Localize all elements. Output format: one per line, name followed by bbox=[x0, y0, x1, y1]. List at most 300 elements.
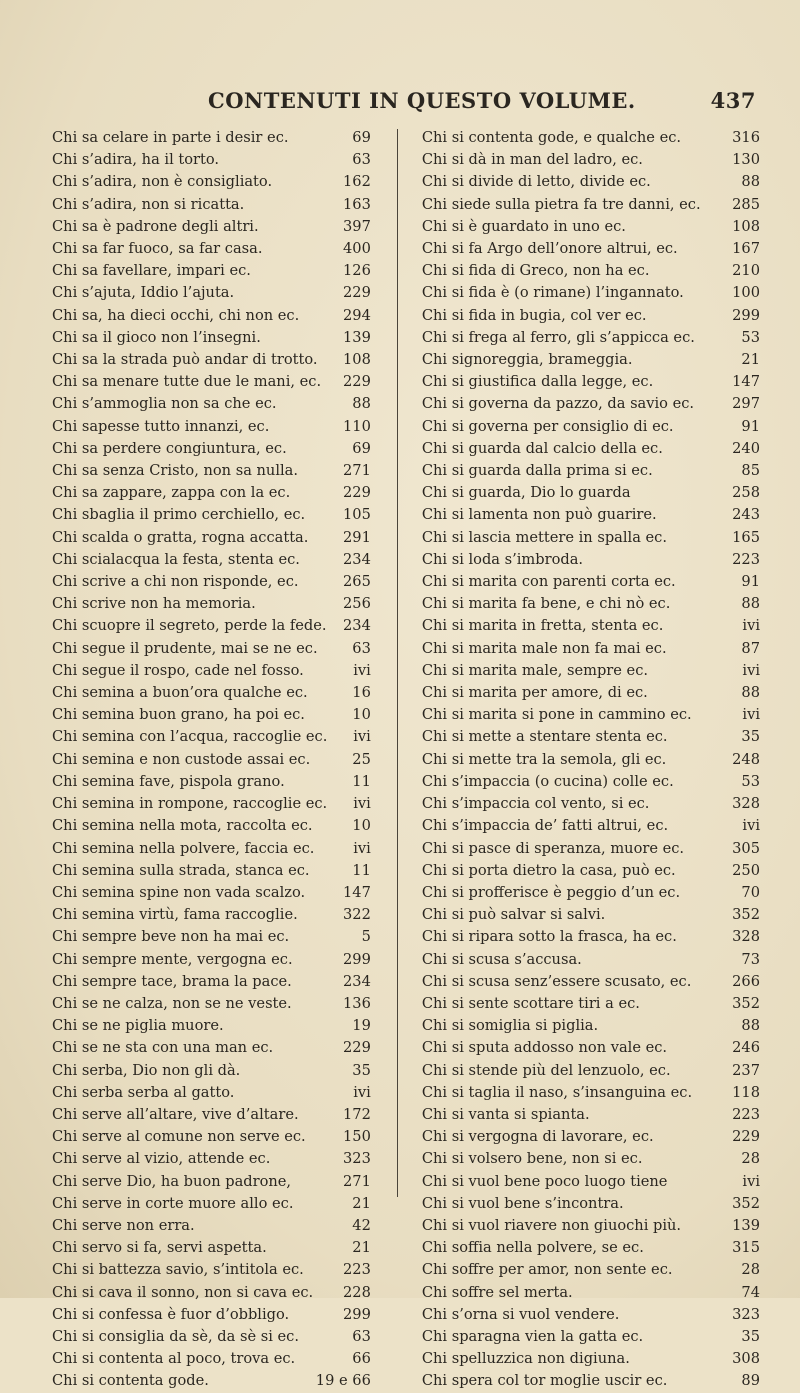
entry-text: Chi si somiglia si piglia. bbox=[421, 1017, 599, 1035]
entry-text: Chi sa zappare, zappa con la ec. bbox=[52, 484, 291, 502]
index-entry bbox=[422, 460, 760, 482]
index-entry bbox=[422, 1304, 760, 1326]
entry-page-ref: 63 bbox=[352, 1327, 371, 1345]
entry-page-ref: ivi bbox=[742, 617, 760, 635]
index-entry bbox=[52, 393, 371, 415]
index-entry bbox=[422, 660, 760, 682]
index-entry bbox=[52, 305, 371, 327]
entry-text: Chi sapesse tutto innanzi, ec. bbox=[52, 417, 270, 435]
entry-page-ref: 397 bbox=[343, 217, 371, 235]
entry-page-ref: 16 bbox=[352, 684, 371, 702]
entry-page-ref: 63 bbox=[352, 151, 371, 169]
entry-page-ref: 305 bbox=[732, 839, 760, 857]
entry-text: Chi si governa da pazzo, da savio ec. bbox=[421, 395, 695, 413]
running-title: CONTENUTI IN QUESTO VOLUME. bbox=[208, 88, 636, 113]
index-entry bbox=[422, 926, 760, 948]
index-entry bbox=[52, 660, 371, 682]
entry-text: Chi s’ammoglia non sa che ec. bbox=[52, 395, 277, 413]
entry-page-ref: 25 bbox=[352, 750, 371, 768]
entry-page-ref: 21 bbox=[352, 1239, 371, 1257]
index-entry bbox=[52, 638, 371, 660]
entry-text: Chi si volsero bene, non si ec. bbox=[421, 1150, 643, 1168]
entry-text: Chi sa favellare, impari ec. bbox=[52, 262, 251, 280]
entry-page-ref: 271 bbox=[343, 462, 371, 480]
entry-page-ref: 88 bbox=[741, 173, 760, 191]
entry-text: Chi si ripara sotto la frasca, ha ec. bbox=[421, 928, 677, 946]
entry-text: Chi serve in corte muore allo ec. bbox=[52, 1194, 294, 1212]
index-entry bbox=[422, 549, 760, 571]
entry-text: Chi si stende più del lenzuolo, ec. bbox=[421, 1061, 671, 1079]
index-entry bbox=[422, 904, 760, 926]
entry-text: Chi si lascia mettere in spalla ec. bbox=[421, 528, 667, 546]
entry-page-ref: 11 bbox=[352, 772, 371, 790]
index-entry bbox=[422, 1171, 760, 1193]
entry-page-ref: 248 bbox=[732, 750, 760, 768]
entry-text: Chi si marita si pone in cammino ec. bbox=[421, 706, 692, 724]
entry-text: Chi si dà in man del ladro, ec. bbox=[421, 151, 643, 169]
entry-text: Chi sa far fuoco, sa far casa. bbox=[52, 240, 263, 258]
index-entry bbox=[52, 1126, 371, 1148]
entry-page-ref: 229 bbox=[343, 284, 371, 302]
index-entry bbox=[422, 815, 760, 837]
index-entry bbox=[52, 1060, 371, 1082]
index-entry bbox=[422, 949, 760, 971]
index-entry bbox=[422, 527, 760, 549]
entry-text: Chi servo si fa, servi aspetta. bbox=[52, 1239, 267, 1257]
entry-page-ref: 258 bbox=[732, 484, 760, 502]
entry-text: Chi si scusa senz’essere scusato, ec. bbox=[421, 972, 692, 990]
entry-text: Chi si vuol bene s’incontra. bbox=[421, 1194, 624, 1212]
index-entry bbox=[52, 1326, 371, 1348]
entry-page-ref: 70 bbox=[741, 883, 760, 901]
entry-text: Chi si fida è (o rimane) l’ingannato. bbox=[421, 284, 684, 302]
entry-text: Chi s’orna si vuol vendere. bbox=[421, 1305, 620, 1323]
entry-text: Chi si vergogna di lavorare, ec. bbox=[421, 1128, 654, 1146]
entry-text: Chi si governa per consiglio di ec. bbox=[421, 417, 674, 435]
index-entry bbox=[52, 282, 371, 304]
entry-page-ref: 271 bbox=[343, 1172, 371, 1190]
entry-page-ref: 35 bbox=[741, 1327, 760, 1345]
entry-page-ref: 328 bbox=[732, 795, 760, 813]
index-entry bbox=[422, 860, 760, 882]
entry-page-ref: 150 bbox=[343, 1128, 371, 1146]
left-column bbox=[40, 127, 383, 1393]
index-entry bbox=[52, 704, 371, 726]
entry-text: Chi si mette a stentare stenta ec. bbox=[421, 728, 668, 746]
entry-page-ref: 88 bbox=[741, 595, 760, 613]
index-entry bbox=[52, 216, 371, 238]
entry-text: Chi si marita fa bene, e chi nò ec. bbox=[421, 595, 671, 613]
entry-text: Chi si sputa addosso non vale ec. bbox=[421, 1039, 668, 1057]
entry-text: Chi segue il prudente, mai se ne ec. bbox=[52, 639, 318, 657]
index-entry bbox=[52, 749, 371, 771]
entry-text: Chi si può salvar si salvi. bbox=[421, 906, 606, 924]
entry-text: Chi si taglia il naso, s’insanguina ec. bbox=[421, 1083, 693, 1101]
entry-text: Chi si consiglia da sè, da sè si ec. bbox=[52, 1327, 299, 1345]
index-entry bbox=[52, 1370, 371, 1392]
entry-text: Chi si guarda dal calcio della ec. bbox=[421, 439, 663, 457]
index-entry bbox=[422, 349, 760, 371]
entry-text: Chi serve all’altare, vive d’altare. bbox=[52, 1105, 299, 1123]
entry-page-ref: 237 bbox=[732, 1061, 760, 1079]
entry-text: Chi serve Dio, ha buon padrone, bbox=[52, 1172, 292, 1190]
entry-page-ref: 240 bbox=[732, 439, 760, 457]
entry-page-ref: 299 bbox=[343, 950, 371, 968]
entry-text: Chi sa celare in parte i desir ec. bbox=[52, 129, 289, 146]
index-entry bbox=[52, 194, 371, 216]
entry-page-ref: 73 bbox=[741, 950, 760, 968]
entry-text: Chi serba serba al gatto. bbox=[52, 1083, 235, 1101]
entry-page-ref: 136 bbox=[343, 994, 371, 1012]
entry-text: Chi si giustifica dalla legge, ec. bbox=[421, 373, 654, 391]
entry-text: Chi serve non erra. bbox=[52, 1216, 195, 1234]
entry-page-ref: 291 bbox=[343, 528, 371, 546]
entry-text: Chi si battezza savio, s’intitola ec. bbox=[52, 1261, 304, 1279]
entry-page-ref: ivi bbox=[353, 661, 371, 679]
entry-page-ref: 21 bbox=[741, 351, 760, 369]
index-entry bbox=[52, 1304, 371, 1326]
entry-page-ref: 322 bbox=[343, 906, 371, 924]
entry-page-ref: 19 bbox=[352, 1017, 371, 1035]
index-entry bbox=[52, 1171, 371, 1193]
entry-text: Chi si lamenta non può guarire. bbox=[421, 506, 657, 524]
index-entry bbox=[422, 1148, 760, 1170]
entry-text: Chi s’adira, ha il torto. bbox=[52, 151, 220, 169]
index-entry bbox=[52, 971, 371, 993]
entry-text: Chi si è guardato in uno ec. bbox=[421, 217, 626, 235]
entry-page-ref: 69 bbox=[352, 439, 371, 457]
entry-page-ref: 165 bbox=[732, 528, 760, 546]
entry-text: Chi semina virtù, fama raccoglie. bbox=[52, 906, 298, 924]
index-entry bbox=[422, 393, 760, 415]
entry-text: Chi serve al vizio, attende ec. bbox=[52, 1150, 271, 1168]
entry-page-ref: 328 bbox=[732, 928, 760, 946]
index-entry bbox=[52, 593, 371, 615]
index-entry bbox=[52, 149, 371, 171]
entry-page-ref: 118 bbox=[732, 1083, 760, 1101]
index-entry bbox=[52, 793, 371, 815]
index-entry bbox=[52, 127, 371, 149]
entry-page-ref: 89 bbox=[741, 1372, 760, 1390]
index-entry bbox=[422, 1348, 760, 1370]
entry-text: Chi sempre beve non ha mai ec. bbox=[52, 928, 290, 946]
index-entry bbox=[422, 638, 760, 660]
index-entry bbox=[422, 282, 760, 304]
index-entry bbox=[422, 194, 760, 216]
index-entry bbox=[52, 327, 371, 349]
index-entry bbox=[52, 482, 371, 504]
entry-page-ref: 126 bbox=[343, 262, 371, 280]
entry-page-ref: 88 bbox=[352, 395, 371, 413]
index-entry bbox=[422, 726, 760, 748]
index-entry bbox=[52, 260, 371, 282]
entry-page-ref: 234 bbox=[343, 972, 371, 990]
entry-page-ref: ivi bbox=[353, 839, 371, 857]
entry-page-ref: 53 bbox=[741, 328, 760, 346]
index-entry bbox=[52, 615, 371, 637]
entry-page-ref: 91 bbox=[741, 417, 760, 435]
entry-text: Chi si vuol riavere non giuochi più. bbox=[421, 1216, 682, 1234]
entry-page-ref: ivi bbox=[742, 817, 760, 835]
entry-page-ref: 234 bbox=[343, 550, 371, 568]
index-entry bbox=[422, 1215, 760, 1237]
index-entry bbox=[422, 838, 760, 860]
index-entry bbox=[52, 1348, 371, 1370]
index-entry bbox=[422, 1104, 760, 1126]
entry-page-ref: 10 bbox=[352, 706, 371, 724]
index-entry bbox=[422, 416, 760, 438]
entry-page-ref: 323 bbox=[343, 1150, 371, 1168]
entry-text: Chi scalda o gratta, rogna accatta. bbox=[52, 528, 309, 546]
index-entry bbox=[52, 682, 371, 704]
entry-page-ref: 243 bbox=[732, 506, 760, 524]
entry-text: Chi soffre sel merta. bbox=[421, 1283, 573, 1301]
page-header bbox=[40, 88, 760, 118]
index-entry bbox=[422, 171, 760, 193]
entry-page-ref: 162 bbox=[343, 173, 371, 191]
entry-text: Chi sa senza Cristo, non sa nulla. bbox=[52, 462, 299, 480]
index-entry bbox=[422, 216, 760, 238]
entry-page-ref: 172 bbox=[343, 1105, 371, 1123]
entry-text: Chi segue il rospo, cade nel fosso. bbox=[52, 661, 304, 679]
entry-text: Chi soffia nella polvere, se ec. bbox=[421, 1239, 644, 1257]
entry-text: Chi sa, ha dieci occhi, chi non ec. bbox=[52, 306, 300, 324]
entry-text: Chi si marita in fretta, stenta ec. bbox=[421, 617, 664, 635]
entry-text: Chi semina a buon’ora qualche ec. bbox=[52, 684, 308, 702]
entry-page-ref: 229 bbox=[343, 1039, 371, 1057]
index-entry bbox=[422, 793, 760, 815]
index-entry bbox=[422, 504, 760, 526]
index-entry bbox=[422, 771, 760, 793]
index-entry bbox=[52, 815, 371, 837]
entry-page-ref: 308 bbox=[732, 1350, 760, 1368]
index-entry bbox=[52, 771, 371, 793]
entry-text: Chi si loda s’imbroda. bbox=[421, 550, 584, 568]
entry-text: Chi si marita male, sempre ec. bbox=[421, 661, 649, 679]
entry-page-ref: 11 bbox=[352, 861, 371, 879]
index-entry bbox=[422, 371, 760, 393]
entry-text: Chi si profferisce è peggio d’un ec. bbox=[421, 883, 681, 901]
entry-page-ref: 223 bbox=[732, 550, 760, 568]
entry-text: Chi semina in rompone, raccoglie ec. bbox=[52, 795, 328, 813]
entry-text: Chi semina spine non vada scalzo. bbox=[52, 883, 306, 901]
entry-text: Chi se ne calza, non se ne veste. bbox=[52, 994, 292, 1012]
entry-text: Chi sbaglia il primo cerchiello, ec. bbox=[52, 506, 306, 524]
entry-page-ref: ivi bbox=[742, 1172, 760, 1190]
entry-page-ref: 139 bbox=[732, 1216, 760, 1234]
entry-page-ref: 316 bbox=[732, 129, 760, 146]
entry-page-ref: ivi bbox=[353, 728, 371, 746]
entry-page-ref: 299 bbox=[732, 306, 760, 324]
entry-page-ref: 294 bbox=[343, 306, 371, 324]
entry-text: Chi si marita con parenti corta ec. bbox=[421, 573, 676, 591]
index-entry bbox=[52, 726, 371, 748]
entry-page-ref: 63 bbox=[352, 639, 371, 657]
index-entry bbox=[52, 860, 371, 882]
entry-page-ref: 147 bbox=[343, 883, 371, 901]
entry-page-ref: 66 bbox=[352, 1350, 371, 1368]
entry-text: Chi si contenta al poco, trova ec. bbox=[52, 1350, 296, 1368]
index-entry bbox=[52, 1148, 371, 1170]
entry-text: Chi sa la strada può andar di trotto. bbox=[52, 351, 318, 369]
entry-page-ref: 105 bbox=[343, 506, 371, 524]
entry-text: Chi si cava il sonno, non si cava ec. bbox=[52, 1283, 314, 1301]
entry-text: Chi sa menare tutte due le mani, ec. bbox=[52, 373, 322, 391]
entry-text: Chi semina fave, pispola grano. bbox=[52, 772, 285, 790]
index-entry bbox=[52, 171, 371, 193]
entry-page-ref: 130 bbox=[732, 151, 760, 169]
entry-page-ref: 167 bbox=[732, 240, 760, 258]
entry-page-ref: 28 bbox=[741, 1261, 760, 1279]
index-entry bbox=[52, 838, 371, 860]
entry-text: Chi sa il gioco non l’insegni. bbox=[52, 328, 261, 346]
entry-text: Chi scrive a chi non risponde, ec. bbox=[52, 573, 299, 591]
entry-page-ref: 223 bbox=[343, 1261, 371, 1279]
entry-page-ref: 139 bbox=[343, 328, 371, 346]
entry-text: Chi si mette tra la semola, gli ec. bbox=[421, 750, 667, 768]
entry-page-ref: 299 bbox=[343, 1305, 371, 1323]
entry-page-ref: 229 bbox=[732, 1128, 760, 1146]
entry-page-ref: 85 bbox=[741, 462, 760, 480]
entry-text: Chi s’ajuta, Iddio l’ajuta. bbox=[52, 284, 235, 302]
entry-text: Chi s’adira, non è consigliato. bbox=[52, 173, 273, 191]
entry-text: Chi se ne piglia muore. bbox=[52, 1017, 224, 1035]
index-entry bbox=[422, 238, 760, 260]
entry-text: Chi semina sulla strada, stanca ec. bbox=[52, 861, 310, 879]
index-entry bbox=[52, 1259, 371, 1281]
entry-text: Chi sa perdere congiuntura, ec. bbox=[52, 439, 287, 457]
index-entry bbox=[422, 1126, 760, 1148]
index-entry bbox=[52, 1237, 371, 1259]
entry-page-ref: 352 bbox=[732, 1194, 760, 1212]
index-entry bbox=[422, 482, 760, 504]
entry-text: Chi si porta dietro la casa, può ec. bbox=[421, 861, 676, 879]
entry-page-ref: 100 bbox=[732, 284, 760, 302]
index-entry bbox=[422, 305, 760, 327]
entry-page-ref: 108 bbox=[343, 351, 371, 369]
index-entry bbox=[52, 1215, 371, 1237]
entry-page-ref: 74 bbox=[741, 1283, 760, 1301]
index-entry bbox=[52, 571, 371, 593]
entry-text: Chi semina con l’acqua, raccoglie ec. bbox=[52, 728, 328, 746]
entry-page-ref: 88 bbox=[741, 684, 760, 702]
entry-page-ref: 265 bbox=[343, 573, 371, 591]
index-entry bbox=[422, 882, 760, 904]
entry-page-ref: 28 bbox=[741, 1150, 760, 1168]
entry-text: Chi signoreggia, brameggia. bbox=[421, 351, 633, 369]
entry-page-ref: 229 bbox=[343, 373, 371, 391]
entry-text: Chi si vuol bene poco luogo tiene bbox=[421, 1172, 668, 1190]
entry-text: Chi scialacqua la festa, stenta ec. bbox=[52, 550, 300, 568]
entry-page-ref: 229 bbox=[343, 484, 371, 502]
entry-text: Chi s’impaccia de’ fatti altrui, ec. bbox=[421, 817, 669, 835]
entry-text: Chi si scusa s’accusa. bbox=[421, 950, 582, 968]
index-entry bbox=[422, 1237, 760, 1259]
index-entry bbox=[422, 615, 760, 637]
entry-text: Chi sa è padrone degli altri. bbox=[52, 217, 259, 235]
index-entry bbox=[422, 1193, 760, 1215]
entry-page-ref: ivi bbox=[742, 706, 760, 724]
entry-text: Chi s’impaccia (o cucina) colle ec. bbox=[421, 772, 674, 790]
entry-text: Chi soffre per amor, non sente ec. bbox=[421, 1261, 673, 1279]
index-entry bbox=[422, 149, 760, 171]
entry-text: Chi si frega al ferro, gli s’appicca ec. bbox=[421, 328, 695, 346]
entry-page-ref: 42 bbox=[352, 1216, 371, 1234]
entry-text: Chi si confessa è fuor d’obbligo. bbox=[52, 1305, 290, 1323]
entry-page-ref: 256 bbox=[343, 595, 371, 613]
index-entry bbox=[52, 238, 371, 260]
index-entry bbox=[422, 1060, 760, 1082]
entry-page-ref: 35 bbox=[741, 728, 760, 746]
entry-page-ref: 147 bbox=[732, 373, 760, 391]
index-entry bbox=[52, 371, 371, 393]
entry-text: Chi semina e non custode assai ec. bbox=[52, 750, 311, 768]
entry-page-ref: 285 bbox=[732, 195, 760, 213]
index-entry bbox=[52, 549, 371, 571]
page-number: 437 bbox=[710, 88, 756, 113]
index-entry bbox=[52, 416, 371, 438]
index-entry bbox=[422, 749, 760, 771]
entry-text: Chi si fa Argo dell’onore altrui, ec. bbox=[421, 240, 678, 258]
right-column bbox=[410, 127, 760, 1393]
index-entry bbox=[52, 1282, 371, 1304]
entry-page-ref: 297 bbox=[732, 395, 760, 413]
index-entry bbox=[52, 504, 371, 526]
entry-page-ref: 234 bbox=[343, 617, 371, 635]
index-entry bbox=[52, 904, 371, 926]
entry-text: Chi semina nella mota, raccolta ec. bbox=[52, 817, 313, 835]
entry-text: Chi si contenta gode, e qualche ec. bbox=[421, 129, 682, 146]
index-entry bbox=[422, 1015, 760, 1037]
index-entry bbox=[422, 993, 760, 1015]
entry-page-ref: 352 bbox=[732, 994, 760, 1012]
index-entry bbox=[422, 1282, 760, 1304]
entry-page-ref: 88 bbox=[741, 1017, 760, 1035]
entry-page-ref: 69 bbox=[352, 129, 371, 146]
entry-page-ref: 53 bbox=[741, 772, 760, 790]
index-entry bbox=[422, 593, 760, 615]
entry-page-ref: 223 bbox=[732, 1105, 760, 1123]
entry-text: Chi si guarda, Dio lo guarda bbox=[421, 484, 631, 502]
index-entry bbox=[422, 260, 760, 282]
index-entry bbox=[52, 460, 371, 482]
entry-text: Chi semina nella polvere, faccia ec. bbox=[52, 839, 315, 857]
index-columns bbox=[40, 127, 760, 1393]
entry-page-ref: 400 bbox=[343, 240, 371, 258]
index-entry bbox=[422, 438, 760, 460]
entry-page-ref: 5 bbox=[361, 928, 371, 946]
index-entry bbox=[52, 438, 371, 460]
entry-page-ref: 91 bbox=[741, 573, 760, 591]
entry-page-ref: 163 bbox=[343, 195, 371, 213]
index-entry bbox=[422, 1082, 760, 1104]
entry-page-ref: 352 bbox=[732, 906, 760, 924]
index-entry bbox=[52, 1193, 371, 1215]
entry-text: Chi si fida in bugia, col ver ec. bbox=[421, 306, 647, 324]
entry-text: Chi s’adira, non si ricatta. bbox=[52, 195, 245, 213]
entry-text: Chi sempre mente, vergogna ec. bbox=[52, 950, 293, 968]
entry-page-ref: 210 bbox=[732, 262, 760, 280]
entry-page-ref: 266 bbox=[732, 972, 760, 990]
entry-page-ref: ivi bbox=[353, 1083, 371, 1101]
entry-text: Chi spera col tor moglie uscir ec. bbox=[421, 1372, 668, 1390]
entry-text: Chi scuopre il segreto, perde la fede. bbox=[52, 617, 327, 635]
index-entry bbox=[52, 527, 371, 549]
entry-text: Chi si vanta si spianta. bbox=[421, 1105, 590, 1123]
index-entry bbox=[52, 1037, 371, 1059]
entry-text: Chi si marita per amore, di ec. bbox=[421, 684, 648, 702]
index-entry bbox=[52, 882, 371, 904]
